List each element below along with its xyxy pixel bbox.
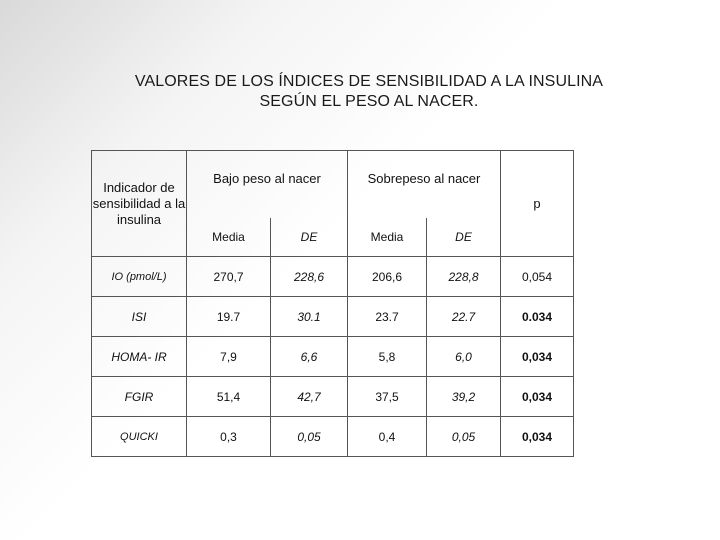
table-row [92, 257, 574, 297]
row-media-1: 51,4 [187, 377, 271, 417]
header-sobrepeso: Sobrepeso al nacer [348, 151, 501, 219]
header-de-1: DE [271, 218, 348, 257]
row-p: 0,034 [501, 337, 574, 377]
header-row-groups [92, 151, 574, 219]
header-indicator: Indicador de sensibilidad a la insulina [92, 151, 187, 257]
slide-title [0, 72, 720, 112]
row-media-1: 19.7 [187, 297, 271, 337]
row-media-1: 0,3 [187, 417, 271, 457]
header-p: p [501, 151, 574, 257]
row-indicator: QUICKI [92, 417, 187, 457]
row-media-2: 0,4 [348, 417, 427, 457]
row-de-2: 0,05 [427, 417, 501, 457]
row-de-1: 6,6 [271, 337, 348, 377]
row-indicator: IO (pmol/L) [92, 257, 187, 297]
row-p: 0,034 [501, 417, 574, 457]
table-row [92, 417, 574, 457]
header-media-2: Media [348, 218, 427, 257]
row-p: 0.034 [501, 297, 574, 337]
row-p: 0,054 [501, 257, 574, 297]
row-media-2: 206,6 [348, 257, 427, 297]
row-indicator: HOMA- IR [92, 337, 187, 377]
row-de-1: 30.1 [271, 297, 348, 337]
header-de-2: DE [427, 218, 501, 257]
row-media-2: 23.7 [348, 297, 427, 337]
table-row [92, 377, 574, 417]
row-de-2: 228,8 [427, 257, 501, 297]
row-de-1: 42,7 [271, 377, 348, 417]
header-bajo-peso: Bajo peso al nacer [187, 151, 348, 219]
title-line-2: SEGÚN EL PESO AL NACER. [259, 93, 479, 110]
row-indicator: FGIR [92, 377, 187, 417]
row-de-1: 0,05 [271, 417, 348, 457]
row-media-1: 270,7 [187, 257, 271, 297]
row-de-1: 228,6 [271, 257, 348, 297]
row-media-1: 7,9 [187, 337, 271, 377]
row-de-2: 6,0 [427, 337, 501, 377]
table-row [92, 297, 574, 337]
row-p: 0,034 [501, 377, 574, 417]
title-line-1: VALORES DE LOS ÍNDICES DE SENSIBILIDAD A LA INSULINA [134, 73, 604, 90]
insulin-sensitivity-table [91, 150, 574, 457]
row-de-2: 39,2 [427, 377, 501, 417]
row-media-2: 5,8 [348, 337, 427, 377]
row-indicator: ISI [92, 297, 187, 337]
row-media-2: 37,5 [348, 377, 427, 417]
row-de-2: 22.7 [427, 297, 501, 337]
header-media-1: Media [187, 218, 271, 257]
table-row [92, 337, 574, 377]
